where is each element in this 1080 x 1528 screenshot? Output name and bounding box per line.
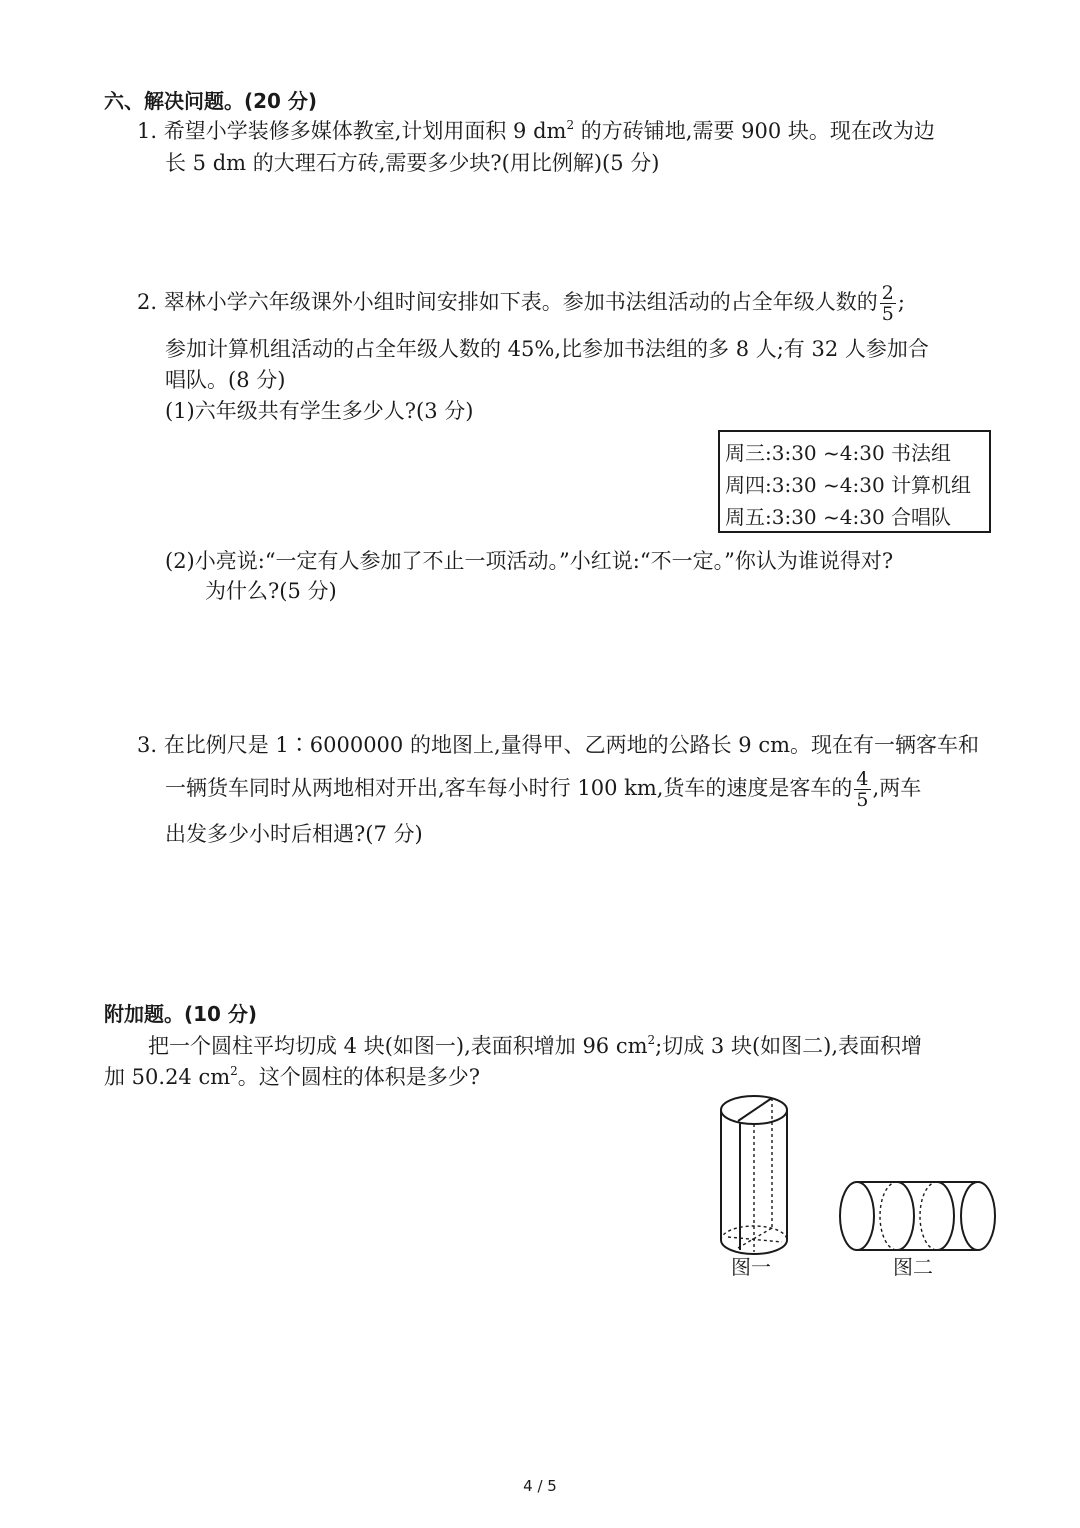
q2-sub-question-2-line-2: 为什么?(5 分) [205, 579, 337, 603]
q3-line-1: 3. 在比例尺是 1∶6000000 的地图上,量得甲、乙两地的公路长 9 cm。现在有一辆客车和 [137, 733, 980, 757]
bonus-text-b: ;切成 3 块(如图二),表面积增 [655, 1034, 923, 1058]
q1-line-2: 长 5 dm 的大理石方砖,需要多少块?(用比例解)(5 分) [165, 151, 660, 175]
section-title: 六、解决问题。(20 分) [104, 89, 318, 113]
q3-fraction [854, 769, 870, 810]
q2-text-b: ; [897, 290, 905, 314]
bonus-superscript-2: 2 [230, 1064, 238, 1078]
q3-line-2 [165, 766, 921, 810]
q1-text-b: 的方砖铺地,需要 900 块。现在改为边 [574, 119, 935, 143]
q3-fraction-numerator: 4 [856, 768, 869, 790]
bonus-title: 附加题。(10 分) [104, 1002, 258, 1026]
schedule-row-friday: 周五:3:30 ~4:30 合唱队 [725, 505, 952, 529]
schedule-row-wednesday: 周三:3:30 ~4:30 书法组 [725, 441, 952, 465]
bonus-line-2 [104, 1063, 480, 1091]
q2-fraction-numerator: 2 [881, 282, 894, 304]
q3-text-b: ,两车 [872, 776, 922, 800]
q2-line-1 [137, 280, 905, 324]
q2-line-3: 唱队。(8 分) [165, 368, 286, 392]
q1-text-a: 1. 希望小学装修多媒体教室,计划用面积 9 dm [137, 119, 567, 143]
bonus-superscript-1: 2 [647, 1033, 656, 1047]
bonus-line-1 [148, 1032, 922, 1060]
q2-line-2: 参加计算机组活动的占全年级人数的 45%,比参加书法组的多 8 人;有 32 人参加合 [165, 337, 929, 361]
q2-sub-question-2-line-1: (2)小亮说:“一定有人参加了不止一项活动。”小红说:“不一定。”你认为谁说得对? [165, 549, 894, 573]
q2-fraction-denominator: 5 [881, 303, 894, 325]
schedule-row-thursday: 周四:3:30 ~4:30 计算机组 [725, 473, 972, 497]
q3-line-3: 出发多少小时后相遇?(7 分) [165, 822, 423, 846]
figure-2-caption: 图二 [893, 1255, 933, 1279]
figure-1-caption: 图一 [731, 1255, 771, 1279]
bonus-text-c: 加 50.24 cm [104, 1065, 231, 1089]
q1-superscript: 2 [566, 118, 575, 132]
figure-1-cylinder [716, 1090, 796, 1260]
q2-sub-question-1: (1)六年级共有学生多少人?(3 分) [165, 399, 474, 423]
q2-fraction [880, 283, 896, 324]
q2-text-a: 2. 翠林小学六年级课外小组时间安排如下表。参加书法组活动的占全年级人数的 [137, 290, 878, 314]
figure-2-cylinder [838, 1180, 998, 1255]
bonus-text-a: 把一个圆柱平均切成 4 块(如图一),表面积增加 96 cm [148, 1034, 648, 1058]
q3-text-a: 一辆货车同时从两地相对开出,客车每小时行 100 km,货车的速度是客车的 [165, 776, 853, 800]
schedule-table [718, 430, 991, 533]
q1-line-1 [137, 117, 935, 145]
q3-fraction-denominator: 5 [856, 789, 869, 811]
page-number: 4 / 5 [523, 1477, 557, 1495]
bonus-text-d: 。这个圆柱的体积是多少? [237, 1065, 481, 1089]
